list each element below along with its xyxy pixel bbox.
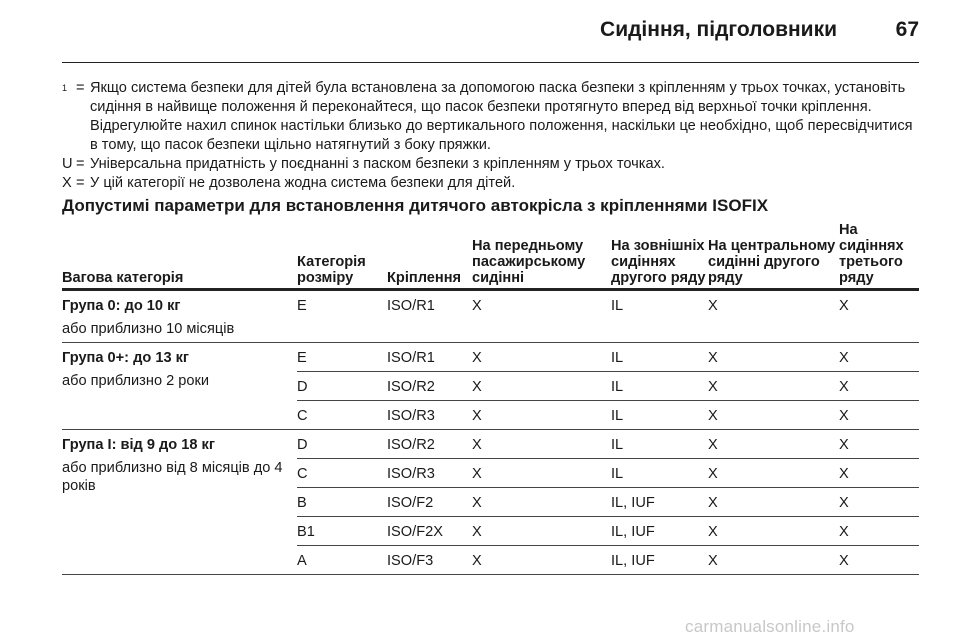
table-cell: A	[297, 546, 387, 575]
footnote-equals: =	[76, 156, 85, 172]
table-cell: ISO/F3	[387, 546, 472, 575]
table-cell: X	[708, 401, 839, 430]
footnote-text: Універсальна придатність у поєднанні з паском безпеки з кріпленням у трьох точках.	[90, 156, 665, 172]
table-cell: X	[472, 488, 611, 517]
table-cell: X	[708, 372, 839, 401]
table-cell: IL	[611, 343, 708, 372]
table-cell: IL, IUF	[611, 546, 708, 575]
table-cell: IL, IUF	[611, 488, 708, 517]
table-cell: X	[708, 430, 839, 459]
footnote-text: Якщо система безпеки для дітей була встановлена за допомогою паска безпеки з кріпленням у трьох точках, установіть сидіння в найвище положення й переконайтеся, що пасок безпеки протягнуто вперед від верхньої точки кріплення. Відрегулюйте нахил спинок настільки близько до вертикального положення, наскільки це необхідно, щоб пересвідчитися в тому, що пасок безпеки щільно натягнутий з боку пряжки.	[90, 80, 913, 153]
table-cell: B1	[297, 517, 387, 546]
table-cell: ISO/R2	[387, 372, 472, 401]
table-cell: IL, IUF	[611, 517, 708, 546]
footnote	[62, 79, 922, 155]
footnote-equals: =	[76, 80, 85, 96]
weight-group-desc: або приблизно 2 роки	[62, 373, 210, 389]
footnote	[62, 174, 922, 193]
weight-group-name: Група 0: до 10 кг	[62, 298, 181, 314]
table-cell: X	[839, 517, 919, 546]
table-cell: ISO/R3	[387, 459, 472, 488]
table-cell: ISO/F2X	[387, 517, 472, 546]
table-row	[62, 290, 919, 343]
table-cell: X	[472, 430, 611, 459]
table-cell: C	[297, 459, 387, 488]
watermark: carmanualsonline.info	[685, 617, 855, 636]
footnote-text: У цій категорії не дозволена жодна система безпеки для дітей.	[90, 175, 516, 191]
footnote-key: X	[62, 175, 72, 191]
weight-group-desc: або приблизно 10 місяців	[62, 321, 235, 337]
page-header	[62, 0, 919, 63]
column-header-weight: Вагова категорія	[62, 222, 297, 290]
table-cell: X	[839, 488, 919, 517]
table-cell: X	[839, 459, 919, 488]
column-header-fixture: Кріплення	[387, 222, 472, 290]
table-cell: ISO/R1	[387, 343, 472, 372]
table-cell: X	[708, 546, 839, 575]
page-title: Сидіння, підголовники	[600, 18, 837, 41]
column-header-second-row-center: На центральному сидінні другого ряду	[708, 222, 839, 290]
footnotes	[62, 79, 922, 193]
table-cell: X	[708, 517, 839, 546]
table-cell: ISO/R3	[387, 401, 472, 430]
table-cell: X	[472, 401, 611, 430]
weight-group-name: Група I: від 9 до 18 кг	[62, 437, 215, 453]
table-cell: X	[708, 488, 839, 517]
table-cell: IL	[611, 372, 708, 401]
table-cell: X	[472, 517, 611, 546]
footnote-key: 1	[62, 83, 68, 93]
table-cell: ISO/R1	[387, 290, 472, 343]
weight-group-name: Група 0+: до 13 кг	[62, 350, 189, 366]
weight-group-cell	[62, 290, 297, 343]
table-cell: X	[839, 401, 919, 430]
footnote	[62, 155, 922, 174]
table-cell: IL	[611, 290, 708, 343]
table-cell: X	[472, 459, 611, 488]
table-cell: X	[708, 290, 839, 343]
table-cell: X	[839, 546, 919, 575]
isofix-parameters-table	[62, 222, 919, 575]
table-cell: ISO/R2	[387, 430, 472, 459]
table-cell: X	[472, 290, 611, 343]
table-cell: D	[297, 430, 387, 459]
weight-group-desc: або приблизно від 8 місяців до 4 років	[62, 460, 283, 494]
table-row	[62, 430, 919, 459]
table-cell: E	[297, 290, 387, 343]
table-cell: X	[472, 372, 611, 401]
table-cell: IL	[611, 430, 708, 459]
weight-group-cell	[62, 430, 297, 575]
table-cell: IL	[611, 459, 708, 488]
column-header-third-row: На сидіннях третього ряду	[839, 222, 919, 290]
page-number: 67	[895, 18, 919, 41]
table-cell: X	[839, 290, 919, 343]
table-cell: ISO/F2	[387, 488, 472, 517]
table-cell: D	[297, 372, 387, 401]
footnote-key: U	[62, 156, 73, 172]
table-header-row	[62, 222, 919, 290]
table-cell: IL	[611, 401, 708, 430]
table-cell: X	[839, 372, 919, 401]
table-cell: X	[708, 343, 839, 372]
section-title: Допустимі параметри для встановлення дитячого автокрісла з кріпленнями ISOFIX	[62, 196, 769, 215]
table-row	[62, 343, 919, 372]
table-cell: X	[708, 459, 839, 488]
column-header-second-row-outer: На зовнішніх сидіннях другого ряду	[611, 222, 708, 290]
table-cell: X	[839, 343, 919, 372]
table-cell: C	[297, 401, 387, 430]
column-header-front-passenger: На передньому пасажирському сидінні	[472, 222, 611, 290]
table-cell: X	[839, 430, 919, 459]
column-header-size-class: Категорія розміру	[297, 222, 387, 290]
table-cell: X	[472, 546, 611, 575]
table-cell: E	[297, 343, 387, 372]
footnote-equals: =	[76, 175, 85, 191]
table-cell: B	[297, 488, 387, 517]
table-cell: X	[472, 343, 611, 372]
weight-group-cell	[62, 343, 297, 430]
